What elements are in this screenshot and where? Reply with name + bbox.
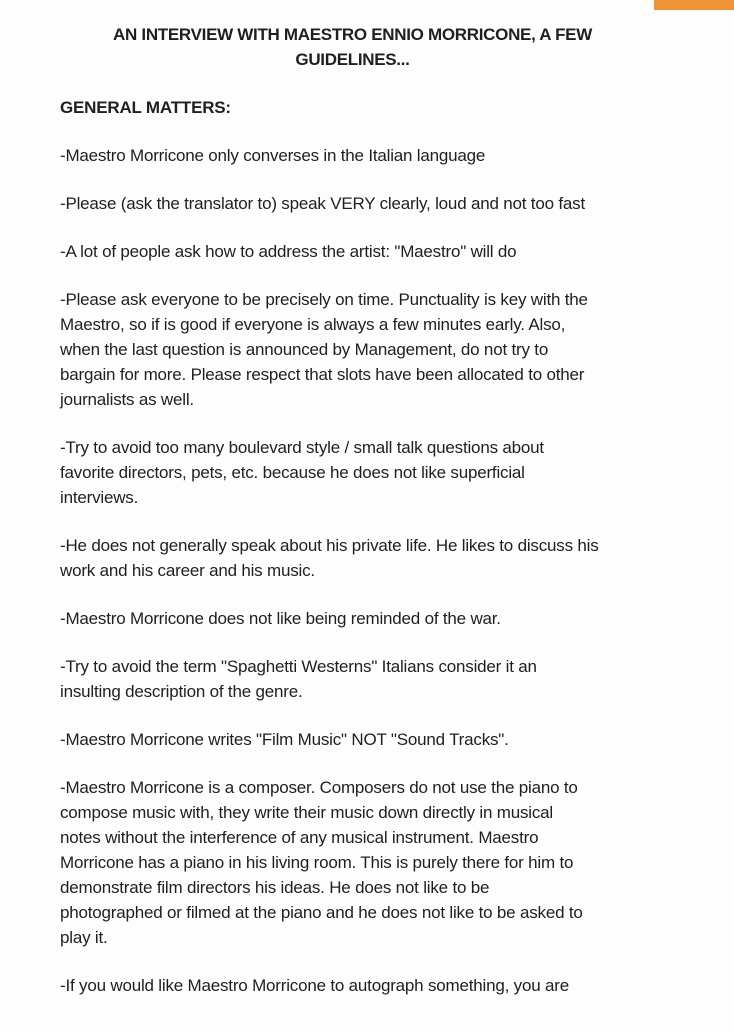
- paragraph-line: Maestro, so if is good if everyone is always a few minutes early. Also,: [60, 315, 566, 334]
- paragraph-line: compose music with, they write their music down directly in musical: [60, 803, 553, 822]
- paragraph-line: Morricone has a piano in his living room. This is purely there for him to: [60, 853, 574, 872]
- paragraph-line: -Try to avoid too many boulevard style / small talk questions about: [60, 438, 544, 457]
- document-content: [60, 22, 645, 1021]
- paragraph: [60, 973, 645, 998]
- paragraph: [60, 287, 645, 412]
- paragraph-line: photographed or filmed at the piano and he does not like to be asked to: [60, 903, 583, 922]
- paragraph-line: interviews.: [60, 488, 139, 507]
- paragraph-line: -If you would like Maestro Morricone to autograph something, you are: [60, 976, 569, 995]
- paragraph: [60, 143, 645, 168]
- paragraph-line: -Maestro Morricone does not like being reminded of the war.: [60, 609, 501, 628]
- paragraph: [60, 606, 645, 631]
- section-heading: GENERAL MATTERS:: [60, 98, 231, 117]
- paragraph-line: -Please (ask the translator to) speak VERY clearly, loud and not too fast: [60, 194, 585, 213]
- title-line: GUIDELINES...: [295, 50, 410, 69]
- paragraph: [60, 533, 645, 583]
- paragraph-line: -Please ask everyone to be precisely on time. Punctuality is key with the: [60, 290, 588, 309]
- accent-bar: [654, 0, 734, 10]
- paragraph: [60, 654, 645, 704]
- paragraph-line: -Maestro Morricone is a composer. Composers do not use the piano to: [60, 778, 578, 797]
- paragraph-line: favorite directors, pets, etc. because he does not like superficial: [60, 463, 525, 482]
- title-line: AN INTERVIEW WITH MAESTRO ENNIO MORRICONE, A FEW: [113, 25, 592, 44]
- paragraph-line: -A lot of people ask how to address the artist: "Maestro" will do: [60, 242, 517, 261]
- paragraph-line: play it.: [60, 928, 108, 947]
- paragraph: [60, 775, 645, 950]
- paragraph-line: -Maestro Morricone writes "Film Music" NOT "Sound Tracks".: [60, 730, 509, 749]
- paragraph-line: notes without the interference of any musical instrument. Maestro: [60, 828, 539, 847]
- document-title: [60, 22, 645, 72]
- paragraph-line: -Try to avoid the term "Spaghetti Westerns" Italians consider it an: [60, 657, 537, 676]
- paragraph-line: insulting description of the genre.: [60, 682, 303, 701]
- paragraph: [60, 435, 645, 510]
- paragraph: [60, 239, 645, 264]
- paragraph-line: demonstrate film directors his ideas. He does not like to be: [60, 878, 490, 897]
- paragraph-line: -Maestro Morricone only converses in the Italian language: [60, 146, 486, 165]
- paragraph-line: journalists as well.: [60, 390, 194, 409]
- paragraph-line: -He does not generally speak about his private life. He likes to discuss his: [60, 536, 599, 555]
- paragraph: [60, 191, 645, 216]
- paragraph-line: bargain for more. Please respect that slots have been allocated to other: [60, 365, 585, 384]
- paragraph-line: when the last question is announced by Management, do not try to: [60, 340, 549, 359]
- paragraph: [60, 727, 645, 752]
- paragraph-line: work and his career and his music.: [60, 561, 315, 580]
